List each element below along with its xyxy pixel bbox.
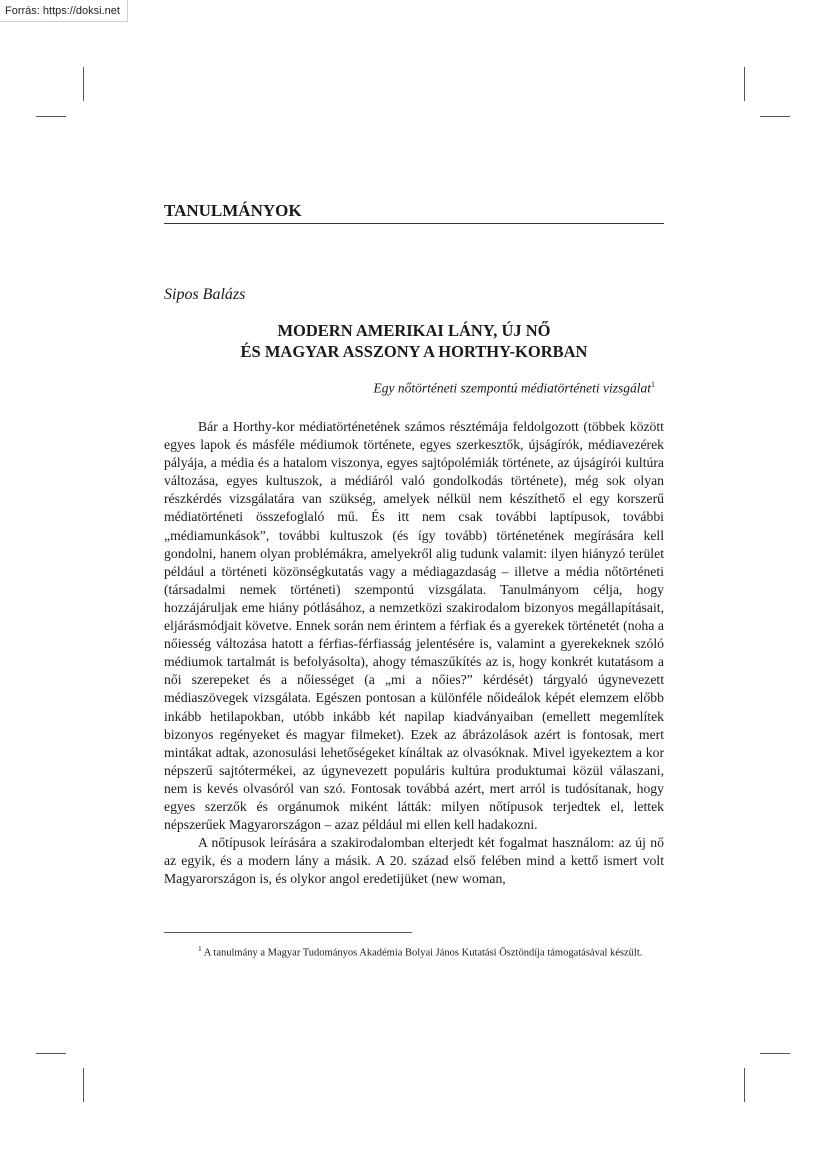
footnote-marker: 1	[198, 944, 202, 953]
article-title	[164, 320, 664, 362]
subtitle-footnote-marker[interactable]: 1	[651, 380, 655, 389]
footnote-divider	[164, 932, 412, 933]
crop-mark-bottom-right-vertical	[744, 1068, 745, 1102]
article-body	[164, 418, 664, 888]
crop-mark-bottom-right-horizontal	[760, 1053, 790, 1054]
title-line-1: MODERN AMERIKAI LÁNY, ÚJ NŐ	[277, 321, 551, 340]
crop-mark-top-left-vertical	[83, 67, 84, 101]
footnote-text: A tanulmány a Magyar Tudományos Akadémia Bolyai János Kutatási Ösztöndíja támogatásával készült.	[203, 947, 643, 959]
paragraph: A nőtípusok leírására a szakirodalomban elterjedt két fogalmat használom: az új nő az egyik, és a modern lány a másik. A 20. század első felében mind a kettő ismert volt Magyarországon is, és olykor angol eredetijüket (new woman,	[164, 835, 664, 887]
crop-mark-top-right-vertical	[744, 67, 745, 101]
source-label[interactable]: Forrás: https://doksi.net	[0, 0, 128, 22]
footnote	[164, 941, 664, 961]
crop-mark-top-left-horizontal	[36, 116, 66, 117]
subtitle-text: Egy nőtörténeti szempontú médiatörténeti vizsgálat	[373, 380, 651, 396]
author-name: Sipos Balázs	[164, 286, 246, 303]
section-heading: TANULMÁNYOK	[164, 201, 664, 224]
crop-mark-bottom-left-vertical	[83, 1068, 84, 1102]
paragraph: Bár a Horthy-kor médiatörténetének számos résztémája feldolgozott (többek között egyes lapok és másféle médiumok története, egyes szerkesztők, újságírók, médiavezérek pályája, a média és a hatalom viszonya, egyes sajtópolémiák története, az újságírói kultúra változása, egyes kultuszok, a médiáról való gondolkodás története), még sok olyan részkérdés vizsgálatára van szükség, amelyek nélkül nem készíthető el egy korszerű médiatörténeti összefoglaló mű. És itt nem csak további laptípusok, további „médiamunkások”, további kultuszok (és így tovább) történetének megírására kell gondolni, hanem olyan problémákra, amelyekről alig tudunk valamit: ilyen hiányzó terület például a történeti közönségkutatás vagy a médiagazdaság – illetve a média nőtörténeti (társadalmi nemek történeti) szempontú vizsgálata. Tanulmányom célja, hogy hozzájáruljak eme hiány pótlásához, a nemzetközi szakirodalom bizonyos megállapításait, eljárásmódjait követve. Ennek során nem érintem a férfiak és a gyerekek történetét (noha a nőiesség változása hatott a férfias-férfiasság jelentésére is, valamint a gyerekeknek szóló médiumok tartalmát is befolyásolta), ahogy témaszűkítés az is, hogy konkrét kutatásom a női szerepeket és a nőiességet (a „mi a nőies?” kérdését) tárgyaló úgynevezett médiaszövegek vizsgálata. Egészen pontosan a különféle nőideálok képét elemzem előbb inkább hetilapokban, utóbb inkább két napilap kiadványaiban (emellett megemlítek bizonyos regényeket és magyar filmeket). Ezek az ábrázolások azért is fontosak, mert mintákat adtak, azonosulási lehetőségeket kínáltak az olvasóknak. Mivel igyekeztem a kor népszerű sajtótermékei, az úgynevezett populáris kultúra produktumai közül válaszani, nem is kevés olvasóról van szó. Fontosak továbbá azért, mert arról is tudósítanak, hogy egyes szerzők és orgánumok miként látták: milyen nőtípusok terjedtek el, lettek népszerűek Magyarországon – azaz például mi ellen kell hadakozni.	[164, 419, 664, 833]
crop-mark-bottom-left-horizontal	[36, 1053, 66, 1054]
title-line-2: ÉS MAGYAR ASSZONY A HORTHY-KORBAN	[240, 342, 588, 361]
article-subtitle	[164, 376, 664, 398]
crop-mark-top-right-horizontal	[760, 116, 790, 117]
